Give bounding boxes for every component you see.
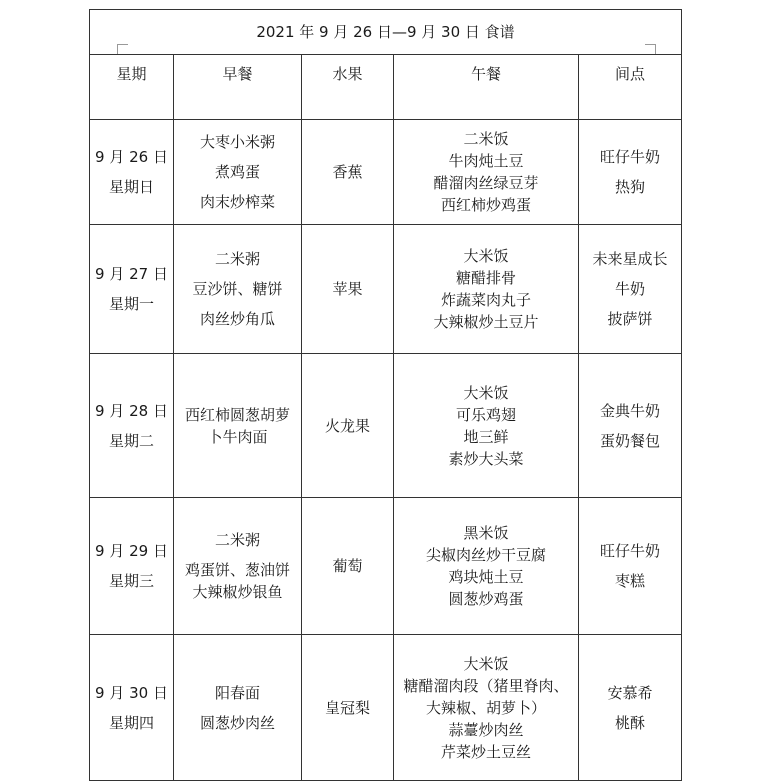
lunch-item: 地三鲜: [463, 427, 509, 446]
snack-item: 枣糕: [615, 572, 646, 590]
lunch-cell: [394, 120, 579, 225]
snack-item: 未来星成长: [592, 250, 668, 268]
breakfast-item: 二米粥: [214, 531, 260, 549]
snack-cell: [579, 354, 682, 498]
day-cell: [90, 498, 174, 635]
snack-cell: [579, 225, 682, 354]
breakfast-item: 大辣椒炒银鱼: [192, 583, 283, 601]
table-row: [90, 635, 682, 781]
date-label: 9 月 29 日: [95, 542, 168, 560]
breakfast-cell: [174, 635, 302, 781]
lunch-item: 芹菜炒土豆丝: [440, 742, 531, 761]
breakfast-item: 鸡蛋饼、葱油饼: [184, 561, 290, 579]
lunch-item: 尖椒肉丝炒干豆腐: [425, 546, 546, 564]
lunch-item: 糖醋溜肉段（猪里脊肉、: [403, 676, 569, 695]
day-cell: [90, 120, 174, 225]
snack-item: 安慕希: [607, 683, 653, 702]
lunch-cell: [394, 635, 579, 781]
breakfast-item: 阳春面: [214, 683, 260, 702]
lunch-cell: [394, 225, 579, 354]
day-cell: [90, 354, 174, 498]
breakfast-cell: [174, 498, 302, 635]
lunch-item: 二米饭: [463, 130, 509, 148]
table-row: [90, 225, 682, 354]
header-fruit: 水果: [302, 55, 394, 120]
lunch-cell: [394, 354, 579, 498]
lunch-item: 糖醋排骨: [455, 269, 516, 287]
snack-item: 热狗: [615, 178, 646, 196]
lunch-item: 可乐鸡翅: [455, 405, 516, 424]
lunch-cell: [394, 498, 579, 635]
fruit-cell: 皇冠梨: [302, 635, 394, 781]
lunch-item: 大米饭: [463, 247, 509, 265]
lunch-item: 大辣椒、胡萝卜）: [425, 698, 546, 717]
weekday-label: 星期日: [108, 178, 154, 196]
snack-item: 旺仔牛奶: [600, 148, 661, 166]
fruit-cell: 火龙果: [302, 354, 394, 498]
snack-cell: [579, 120, 682, 225]
snack-item: 蛋奶餐包: [600, 431, 661, 450]
breakfast-cell: [174, 225, 302, 354]
lunch-item: 醋溜肉丝绿豆芽: [433, 174, 539, 192]
breakfast-item: 豆沙饼、糖饼: [192, 280, 283, 298]
fruit-cell: 苹果: [302, 225, 394, 354]
breakfast-item: 煮鸡蛋: [214, 163, 260, 181]
date-label: 9 月 26 日: [95, 148, 168, 166]
header-breakfast: 早餐: [174, 55, 302, 120]
lunch-item: 蒜薹炒肉丝: [448, 720, 524, 739]
menu-table: [89, 9, 682, 781]
table-row: [90, 120, 682, 225]
lunch-item: 西红柿炒鸡蛋: [440, 196, 531, 214]
lunch-item: 素炒大头菜: [448, 449, 524, 468]
date-label: 9 月 30 日: [95, 683, 168, 702]
date-label: 9 月 27 日: [95, 265, 168, 283]
breakfast-item: 肉丝炒角瓜: [199, 310, 275, 328]
header-row: [90, 55, 682, 120]
breakfast-item: 卜牛肉面: [207, 427, 268, 446]
lunch-item: 黑米饭: [463, 524, 509, 542]
breakfast-cell: [174, 120, 302, 225]
breakfast-item: 西红柿圆葱胡萝: [184, 405, 290, 424]
snack-item: 牛奶: [615, 280, 646, 298]
breakfast-cell: [174, 354, 302, 498]
header-weekday: 星期: [90, 55, 174, 120]
day-cell: [90, 225, 174, 354]
breakfast-item: 圆葱炒肉丝: [199, 713, 275, 732]
fruit-cell: 葡萄: [302, 498, 394, 635]
breakfast-item: 二米粥: [214, 250, 260, 268]
lunch-item: 鸡块炖土豆: [448, 568, 524, 586]
day-cell: [90, 635, 174, 781]
date-label: 9 月 28 日: [95, 401, 168, 420]
snack-item: 金典牛奶: [600, 401, 661, 420]
header-lunch: 午餐: [394, 55, 579, 120]
snack-cell: [579, 498, 682, 635]
menu-title: 2021 年 9 月 26 日—9 月 30 日 食谱: [90, 10, 682, 55]
lunch-item: 大辣椒炒土豆片: [433, 313, 539, 331]
weekday-label: 星期四: [108, 713, 154, 732]
breakfast-item: 大枣小米粥: [199, 133, 275, 151]
table-row: [90, 354, 682, 498]
weekday-label: 星期三: [108, 572, 154, 590]
lunch-item: 圆葱炒鸡蛋: [448, 590, 524, 608]
lunch-item: 牛肉炖土豆: [448, 152, 524, 170]
weekday-label: 星期一: [108, 295, 154, 313]
table-row: [90, 498, 682, 635]
snack-cell: [579, 635, 682, 781]
snack-item: 披萨饼: [607, 310, 653, 328]
weekday-label: 星期二: [108, 431, 154, 450]
lunch-item: 炸蔬菜肉丸子: [440, 291, 531, 309]
lunch-item: 大米饭: [463, 654, 509, 673]
fruit-cell: 香蕉: [302, 120, 394, 225]
lunch-item: 大米饭: [463, 383, 509, 402]
snack-item: 桃酥: [615, 713, 646, 732]
header-snack: 间点: [579, 55, 682, 120]
breakfast-item: 肉末炒榨菜: [199, 193, 275, 211]
snack-item: 旺仔牛奶: [600, 542, 661, 560]
